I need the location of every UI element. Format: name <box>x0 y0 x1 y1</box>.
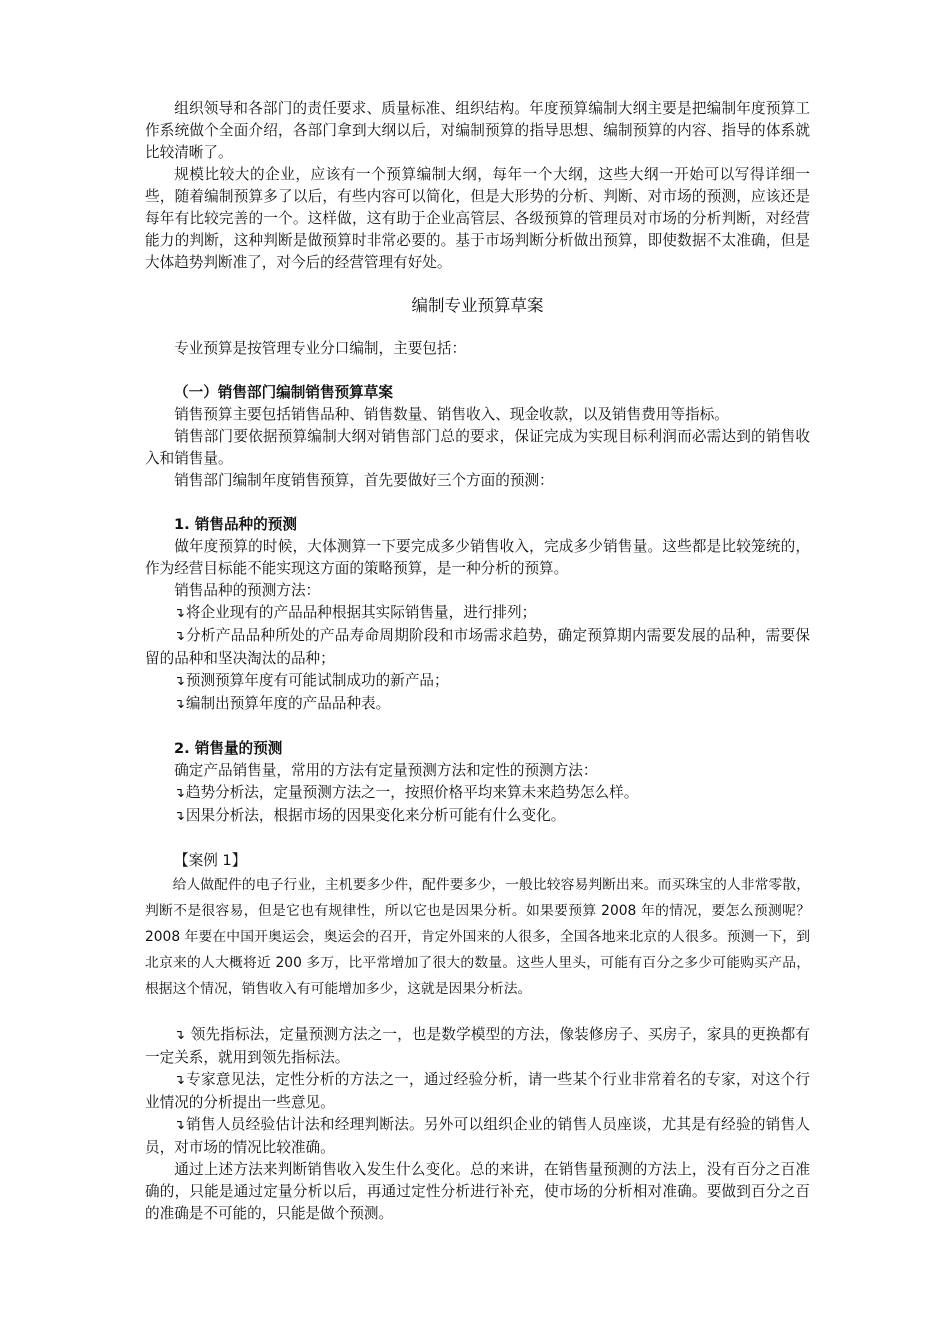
bullet-arrow-icon: ↴ <box>174 674 185 689</box>
document-page <box>145 98 810 1225</box>
bullet-item: ↴将企业现有的产品品种根据其实际销售量，进行排列； <box>174 604 537 621</box>
section-title: 编制专业预算草案 <box>411 296 544 315</box>
spacer <box>145 716 810 738</box>
bullet-arrow-icon: ↴ <box>174 809 185 824</box>
product-forecast-paragraph-2: 销售品种的预测方法： <box>174 582 321 599</box>
bullet-item: ↴分析产品品种所处的产品寿命周期阶段和市场需求趋势，确定预算期内需要发展的品种，需要保留的品种和坚决淘汰的品种； <box>145 627 810 667</box>
spacer <box>145 1002 810 1024</box>
volume-forecast-paragraph-1: 确定产品销售量，常用的方法有定量预测方法和定性的预测方法： <box>174 762 598 779</box>
bullet-item: ↴因果分析法，根据市场的因果变化来分析可能有什么变化。 <box>174 807 566 824</box>
bullet-item: ↴专家意见法，定性分析的方法之一，通过经验分析，请一些某个行业非常着名的专家，对这个行业情况的分析提出一些意见。 <box>145 1071 810 1111</box>
bullet-arrow-icon: ↴ <box>174 606 185 621</box>
bullet-item: ↴销售人员经验估计法和经理判断法。另外可以组织企业的销售人员座谈，尤其是有经验的销售人员，对市场的情况比较准确。 <box>145 1116 810 1156</box>
bullet-item: ↴编制出预算年度的产品品种表。 <box>174 695 391 712</box>
bullet-arrow-icon: ↴ <box>174 1118 185 1133</box>
item-heading-volume-forecast: 2. 销售量的预测 <box>174 740 283 757</box>
sales-budget-paragraph-3: 销售部门编制年度销售预算，首先要做好三个方面的预测： <box>174 472 554 489</box>
bullet-item: ↴预测预算年度有可能试制成功的新产品； <box>174 672 449 689</box>
section-intro: 专业预算是按管理专业分口编制，主要包括： <box>174 340 467 357</box>
sales-budget-paragraph-1: 销售预算主要包括销售品种、销售数量、销售收入、现金收款，以及销售费用等指标。 <box>174 406 729 423</box>
spacer <box>145 828 810 850</box>
item-heading-product-forecast: 1. 销售品种的预测 <box>174 516 297 533</box>
intro-paragraph-2: 规模比较大的企业，应该有一个预算编制大纲，每年一个大纲，这些大纲一开始可以写得详细一些，随着编制预算多了以后，有些内容可以简化，但是大形势的分析、判断、对市场的预测，应该还是每年有比较完善的一个。这样做，这有助于企业高管层、各级预算的管理员对市场的分析判断，对经营能力的判断，这种判断是做预算时非常必要的。基于市场判断分析做出预算，即使数据不太准确，但是大体趋势判断准了，对今后的经营管理有好处。 <box>145 166 810 271</box>
bullet-arrow-icon: ↴ <box>174 786 185 801</box>
case-heading: 【案例 1】 <box>174 852 247 869</box>
conclusion-paragraph: 通过上述方法来判断销售收入发生什么变化。总的来讲，在销售量预测的方法上，没有百分之百准确的，只能是通过定量分析以后，再通过定性分析进行补充，使市场的分析相对准确。要做到百分之百的准确是不可能的，只能是做个预测。 <box>145 1161 810 1222</box>
sales-budget-paragraph-2: 销售部门要依据预算编制大纲对销售部门总的要求，保证完成为实现目标利润而必需达到的销售收入和销售量。 <box>145 428 810 467</box>
bullet-arrow-icon: ↴ <box>174 1073 185 1088</box>
case-body: 给人做配件的电子行业，主机要多少件，配件要多少，一般比较容易判断出来。而买珠宝的人非常零散，判断不是很容易，但是它也有规律性，所以它也是因果分析。如果要预算 2008 年的情况，要怎么预测呢？2008 年要在中国开奥运会，奥运会的召开，肯定外国来的人很多，全国各地来北京的人很多。预测一下，到北京来的人大概将近 200 多万，比平常增加了很大的数量。这些人里头，可能有百分之多少可能购买产品，根据这个情况，销售收入有可能增加多少，这就是因果分析法。 <box>145 877 810 997</box>
bullet-arrow-icon: ↴ <box>174 1028 185 1043</box>
spacer <box>145 492 810 514</box>
bullet-item: ↴趋势分析法，定量预测方法之一，按照价格平均来算未来趋势怎么样。 <box>174 784 639 801</box>
spacer <box>145 360 810 382</box>
subsection-heading-sales-budget: （一）销售部门编制销售预算草案 <box>174 384 393 401</box>
bullet-arrow-icon: ↴ <box>174 629 185 644</box>
product-forecast-paragraph-1: 做年度预算的时候，大体测算一下要完成多少销售收入，完成多少销售量。这些都是比较笼统的，作为经营目标能不能实现这方面的策略预算，是一种分析的预算。 <box>145 538 810 577</box>
bullet-item: ↴ 领先指标法，定量预测方法之一，也是数学模型的方法，像装修房子、买房子，家具的更换都有一定关系，就用到领先指标法。 <box>145 1026 810 1066</box>
intro-paragraph-1: 组织领导和各部门的责任要求、质量标准、组织结构。年度预算编制大纲主要是把编制年度预算工作系统做个全面介绍，各部门拿到大纲以后，对编制预算的指导思想、编制预算的内容、指导的体系就比较清晰了。 <box>145 100 810 161</box>
bullet-arrow-icon: ↴ <box>174 697 185 712</box>
